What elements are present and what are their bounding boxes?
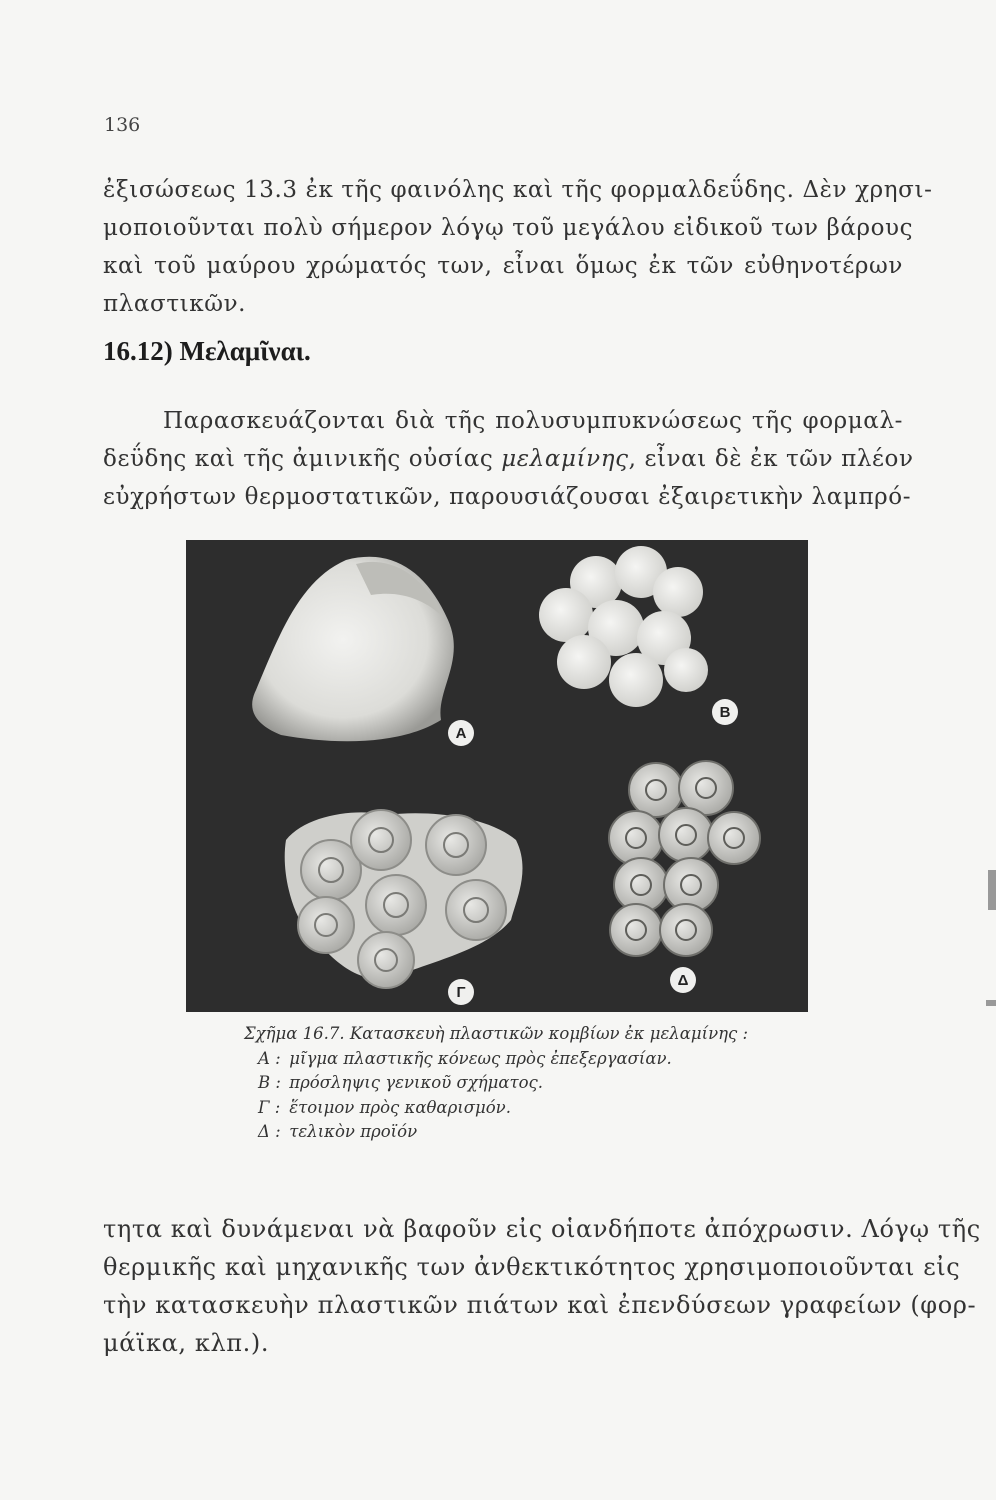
caption-item [244,1096,844,1121]
caption-item [244,1071,844,1096]
figure-caption [244,1022,844,1145]
text-line: καὶ τοῦ μαύρου χρώματός των, εἶναι ὅμως ἐκ τῶν εὐθηνοτέρων [103,253,903,279]
text-line: μοποιοῦνται πολὺ σήμερον λόγῳ τοῦ μεγάλου εἰδικοῦ των βάρους [103,215,914,241]
text-line: τὴν κατασκευὴν πλαστικῶν πιάτων καὶ ἐπενδύσεων γραφείων (φορ- [103,1291,977,1319]
figure-label-b: B [719,704,731,721]
caption-item [244,1120,844,1145]
figure-label-g: Γ [456,984,466,1001]
paragraph-continuation [103,1210,981,1362]
scan-edge-mark [986,1000,996,1006]
figure-label-a: A [455,725,467,742]
text-line: ἐξισώσεως 13.3 ἐκ τῆς φαινόλης καὶ τῆς φορμαλδεΰδης. Δὲν χρησι- [103,177,933,203]
caption-text: ἕτοιμον πρὸς καθαρισμόν. [289,1097,511,1117]
text-line: πλαστικῶν. [103,291,247,317]
figure-photo [186,540,808,1012]
caption-item [244,1047,844,1072]
caption-key: Δ : [258,1122,281,1141]
text-line: τητα καὶ δυνάμεναι νὰ βαφοῦν εἰς οἱανδήποτε ἀπόχρωσιν. Λόγῳ τῆς [103,1215,981,1243]
scan-edge-mark [988,870,996,910]
caption-title: Σχῆμα 16.7. Κατασκευὴ πλαστικῶν κομβίων ἐκ μελαμίνης : [244,1024,749,1043]
caption-key: Α : [258,1048,281,1068]
text-run: , εἶναι δὲ ἐκ τῶν πλέον [628,446,914,472]
caption-text: πρόσληψις γενικοῦ σχήματος. [289,1073,544,1092]
text-line: εὐχρήστων θερμοστατικῶν, παρουσιάζουσαι ἐξαιρετικὴν λαμπρό- [103,484,912,510]
caption-text: μῖγμα πλαστικῆς κόνεως πρὸς ἐπεξεργασίαν. [289,1048,672,1068]
caption-text: τελικὸν προϊόν [289,1122,418,1141]
text-line [103,440,914,478]
text-line: μάϊκα, κλπ.). [103,1329,270,1357]
caption-key: Γ : [258,1097,281,1117]
emphasis-melamine: μελαμίνης [501,446,629,472]
paragraph-intro [103,171,933,323]
figure-label-d: Δ [677,972,689,989]
text-line: Παρασκευάζονται διὰ τῆς πολυσυμπυκνώσεως τῆς φορμαλ- [163,408,903,434]
page-number: 136 [104,114,141,136]
caption-key: Β : [258,1073,281,1092]
paragraph-melamine [103,402,914,516]
text-line: θερμικῆς καὶ μηχανικῆς των ἀνθεκτικότητος χρησιμοποιοῦνται εἰς [103,1253,961,1281]
section-heading: 16.12) Μελαμῖναι. [103,336,311,366]
text-run: δεΰδης καὶ τῆς ἀμινικῆς οὐσίας [103,446,502,472]
